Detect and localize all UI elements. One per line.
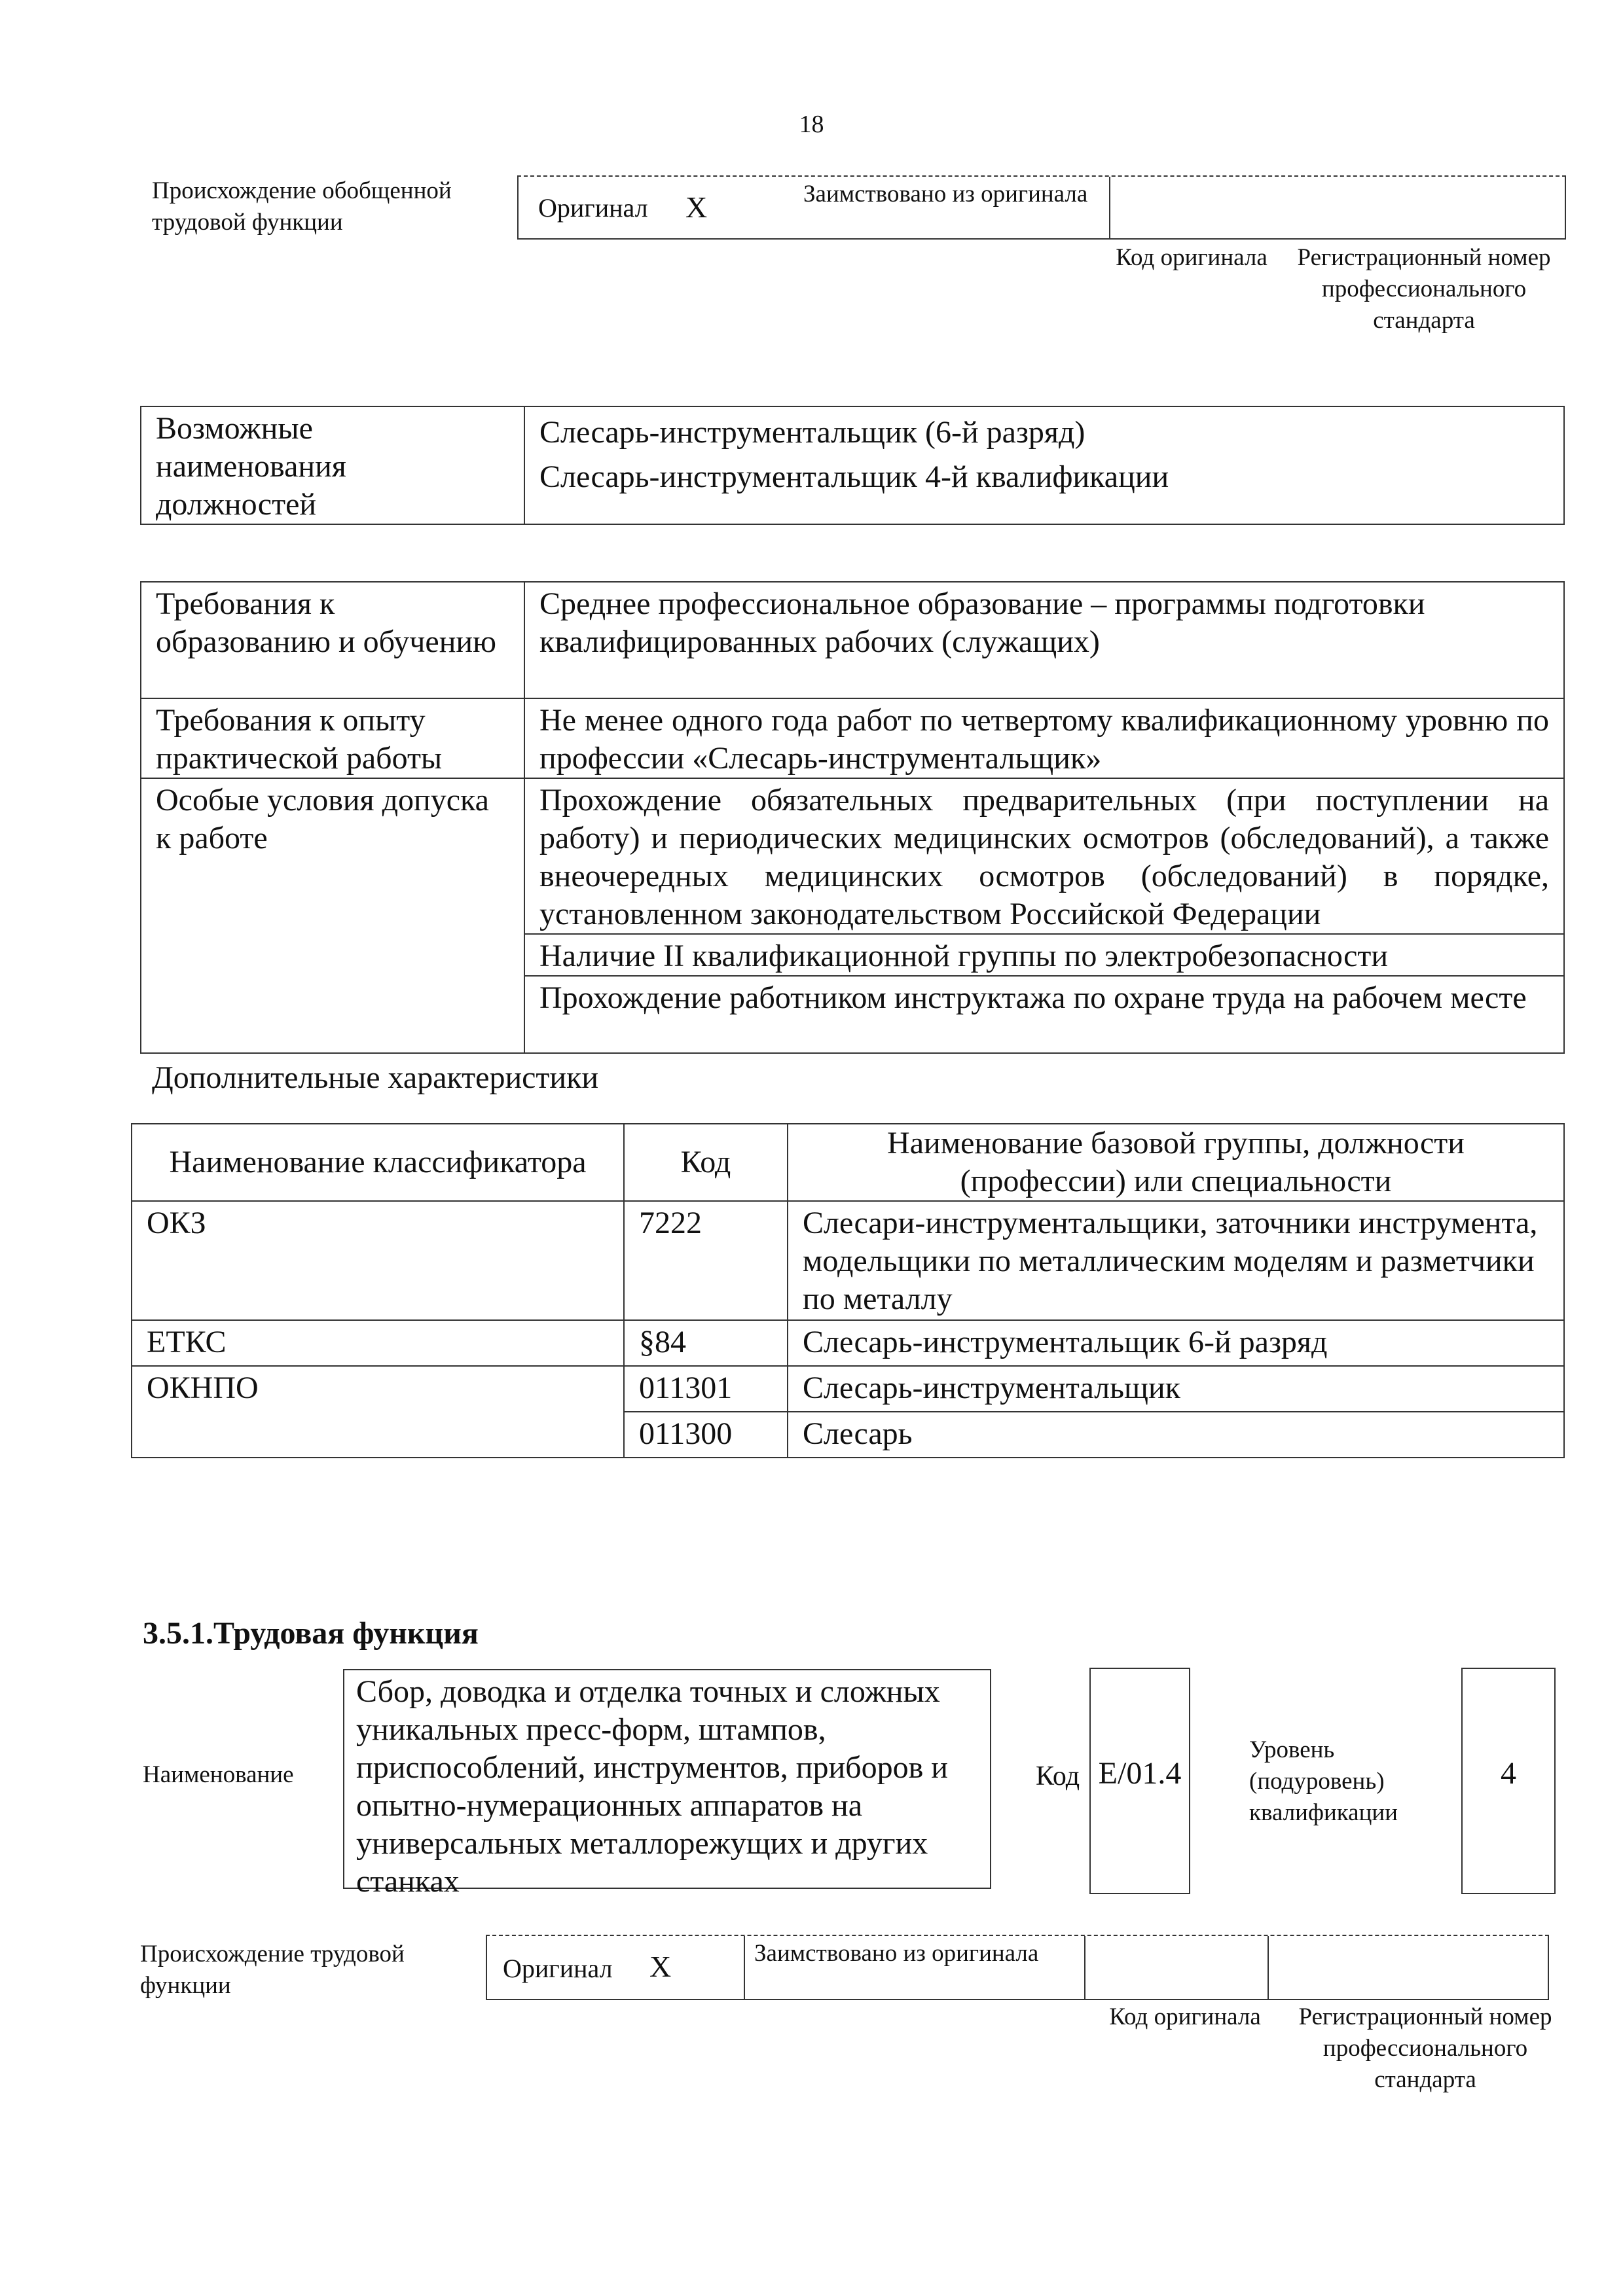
row-code: §84 bbox=[624, 1320, 788, 1366]
row-classifier: ЕТКС bbox=[132, 1320, 624, 1366]
requirements-table bbox=[140, 581, 1565, 1054]
section-title: 3.5.1.Трудовая функция bbox=[143, 1616, 479, 1651]
additional-title: Дополнительные характеристики bbox=[152, 1060, 599, 1095]
level-box bbox=[1461, 1668, 1556, 1894]
reg-caption: Регистрационный номер профессионального стандарта bbox=[1298, 2003, 1552, 2093]
additional-table bbox=[131, 1123, 1565, 1458]
header-classifier: Наименование классификатора bbox=[132, 1124, 624, 1201]
borrowed-cell bbox=[744, 1936, 1085, 1999]
row-name: Слесари-инструментальщики, заточники инструмента, модельщики по металлическим моделям и разметчики по металлу bbox=[788, 1201, 1564, 1320]
reg-cell bbox=[1267, 1936, 1548, 1999]
admission-value: Прохождение работником инструктажа по охране труда на рабочем месте bbox=[524, 976, 1564, 1053]
borrowed-label: Заимствовано из оригинала bbox=[803, 181, 1088, 207]
education-value: Среднее профессиональное образование – программы подготовки квалифицированных рабочих (служащих) bbox=[524, 582, 1564, 698]
row-name: Слесарь-инструментальщик 6-й разряд bbox=[788, 1320, 1564, 1366]
page-number: 18 bbox=[799, 111, 824, 138]
code-cell bbox=[1109, 177, 1565, 238]
row-name: Слесарь-инструментальщик bbox=[788, 1366, 1564, 1412]
original-label: Оригинал bbox=[503, 1954, 613, 1983]
experience-label: Требования к опыту практической работы bbox=[141, 698, 524, 778]
row-code: 011300 bbox=[624, 1412, 788, 1458]
positions-table bbox=[140, 406, 1565, 525]
header-code: Код bbox=[624, 1124, 788, 1201]
row-classifier: ОКНПО bbox=[132, 1366, 624, 1458]
function-code-label: Код bbox=[1036, 1761, 1080, 1791]
position-item: Слесарь-инструментальщик (6-й разряд) bbox=[539, 415, 1085, 450]
row-name: Слесарь bbox=[788, 1412, 1564, 1458]
admission-value: Наличие II квалификационной группы по электробезопасности bbox=[524, 934, 1564, 976]
original-mark: X bbox=[685, 190, 708, 224]
original-label: Оригинал bbox=[538, 193, 648, 223]
education-label: Требования к образованию и обучению bbox=[141, 582, 524, 698]
original-mark: X bbox=[649, 1950, 672, 1983]
function-code-box bbox=[1089, 1668, 1190, 1894]
function-code-value: E/01.4 bbox=[1098, 1756, 1182, 1791]
header-name: Наименование базовой группы, должности (профессии) или специальности bbox=[788, 1124, 1564, 1201]
origin-cell bbox=[519, 177, 1110, 238]
function-origin-label: Происхождение трудовой функции bbox=[140, 1941, 405, 1999]
row-classifier: ОКЗ bbox=[132, 1201, 624, 1320]
code-cell bbox=[1084, 1936, 1269, 1999]
reg-caption: Регистрационный номер профессионального стандарта bbox=[1297, 244, 1551, 334]
admission-label: Особые условия допуска к работе bbox=[141, 778, 524, 1053]
positions-values bbox=[524, 406, 1564, 524]
borrowed-label: Заимствовано из оригинала bbox=[754, 1940, 1039, 1967]
function-name-value: Сбор, доводка и отделка точных и сложных уникальных пресс-форм, штампов, приспособлений, инструментов, приборов и опытно-нумерационных аппаратов на универсальных металлорежущих и других станках bbox=[343, 1669, 991, 1889]
experience-value: Не менее одного года работ по четвертому квалификационному уровню по профессии «Слесарь-инструментальщик» bbox=[524, 698, 1564, 778]
code-caption: Код оригинала bbox=[1109, 2003, 1261, 2030]
position-item: Слесарь-инструментальщик 4-й квалификации bbox=[539, 459, 1169, 494]
origin-cell bbox=[487, 1936, 745, 1999]
generalized-origin-label: Происхождение обобщенной трудовой функции bbox=[152, 177, 452, 236]
level-value: 4 bbox=[1501, 1756, 1516, 1791]
row-code: 7222 bbox=[624, 1201, 788, 1320]
row-code: 011301 bbox=[624, 1366, 788, 1412]
generalized-origin-box bbox=[517, 175, 1566, 240]
function-name-label: Наименование bbox=[143, 1761, 294, 1788]
positions-label: Возможные наименования должностей bbox=[141, 406, 524, 524]
function-origin-box bbox=[486, 1935, 1549, 2000]
code-caption: Код оригинала bbox=[1116, 244, 1267, 271]
admission-value: Прохождение обязательных предварительных (при поступлении на работу) и периодических медицинских осмотров (обследований), а также внеочередных медицинских осмотров (обследований) в порядке, установленном законодательством Российской Федерации bbox=[524, 778, 1564, 934]
level-label: Уровень (подуровень) квалификации bbox=[1249, 1736, 1398, 1826]
